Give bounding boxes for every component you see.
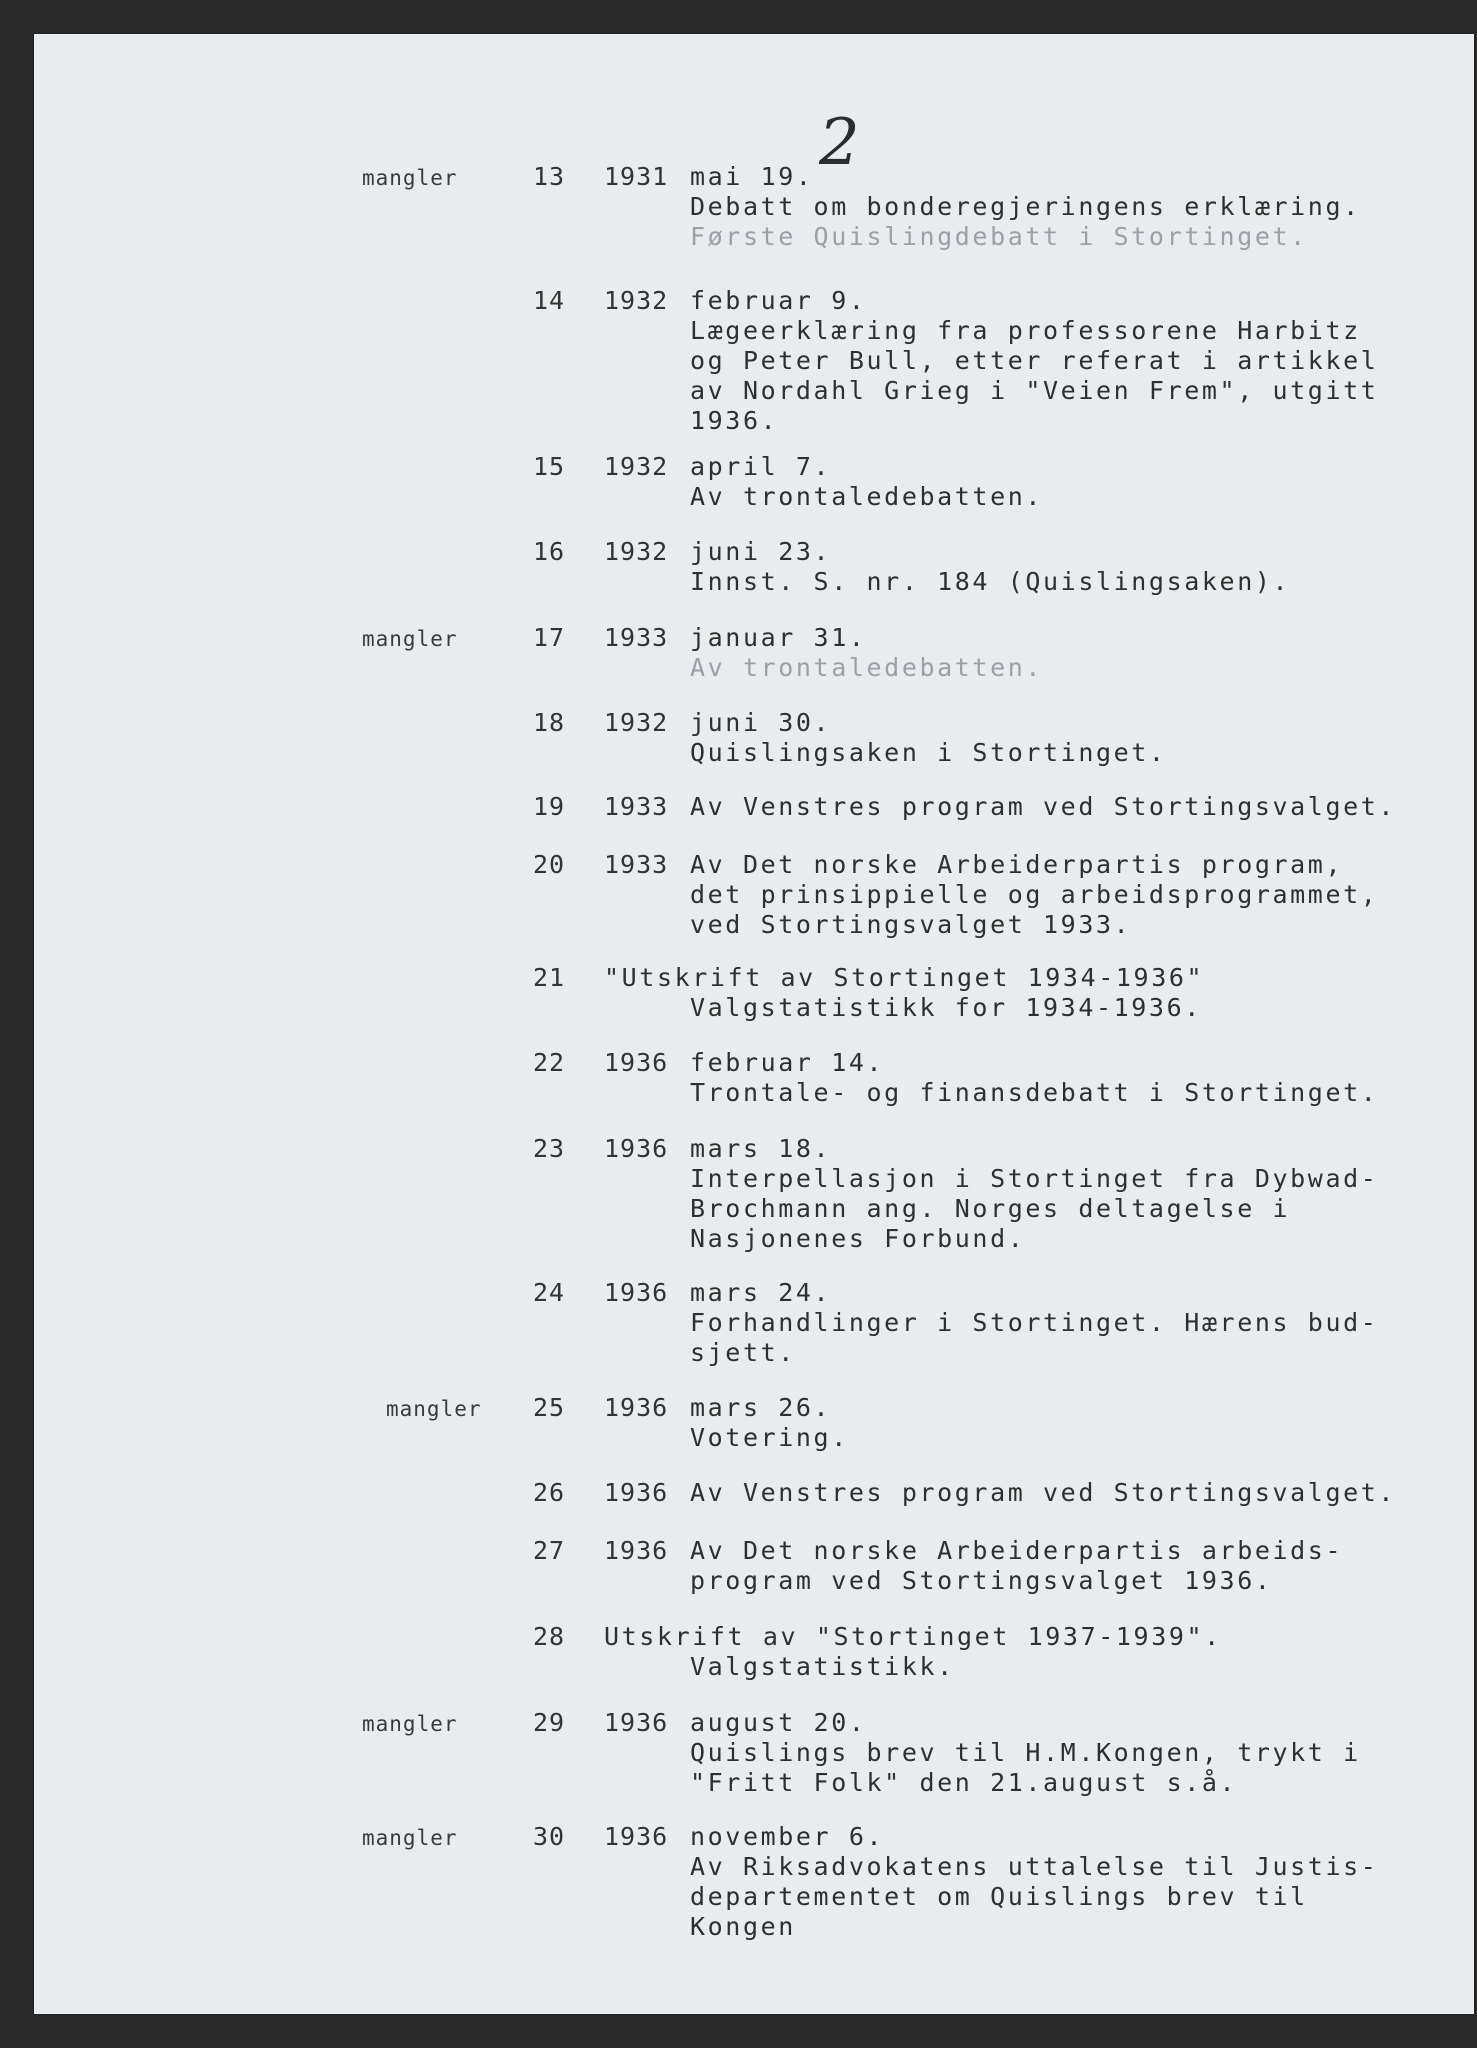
entry-year: 1933 — [604, 792, 669, 821]
entry-number: 26 — [533, 1478, 566, 1507]
entry-number: 22 — [533, 1048, 566, 1077]
entry-description: Quislingsaken i Stortinget. — [690, 738, 1167, 767]
entry-year: 1933 — [604, 850, 669, 879]
entry-heading: mars 24. — [690, 1278, 832, 1307]
entry-description: Votering. — [690, 1423, 849, 1452]
entry-number: 30 — [533, 1822, 566, 1851]
entry-heading: april 7. — [690, 452, 832, 481]
entry-faded-text: Av trontaledebatten. — [690, 653, 1044, 682]
missing-note: mangler — [362, 627, 458, 651]
entry-heading: januar 31. — [690, 623, 867, 652]
entry-number: 23 — [533, 1134, 566, 1163]
entry-heading: Av Venstres program ved Stortingsvalget. — [690, 792, 1397, 821]
missing-note: mangler — [386, 1397, 482, 1421]
entry-description: Av Riksadvokatens uttalelse til Justis- departementet om Quislings brev til Kongen — [690, 1852, 1379, 1941]
entry-number: 17 — [533, 623, 566, 652]
entry-year: 1933 — [604, 623, 669, 652]
entry-description: Trontale- og finansdebatt i Stortinget. — [690, 1078, 1379, 1107]
entry-heading: august 20. — [690, 1708, 867, 1737]
entry-faded-text: Første Quislingdebatt i Stortinget. — [690, 222, 1308, 251]
entry-year: 1932 — [604, 708, 669, 737]
entry-heading: Av Venstres program ved Stortingsvalget. — [690, 1478, 1397, 1507]
entry-heading: "Utskrift av Stortinget 1934-1936" — [604, 963, 1205, 992]
entry-year: 1932 — [604, 452, 669, 481]
entry-number: 14 — [533, 286, 566, 315]
entry-year: 1936 — [604, 1708, 669, 1737]
entry-year: 1936 — [604, 1278, 669, 1307]
entry-year: 1936 — [604, 1393, 669, 1422]
entry-description: Valgstatistikk. — [690, 1652, 955, 1681]
entry-number: 16 — [533, 537, 566, 566]
entry-year: 1936 — [604, 1134, 669, 1163]
entry-heading: mai 19. — [690, 162, 814, 191]
entry-number: 29 — [533, 1708, 566, 1737]
entry-number: 20 — [533, 850, 566, 879]
page-number: 2 — [819, 106, 860, 180]
entry-heading: november 6. — [690, 1822, 885, 1851]
entry-number: 13 — [533, 162, 566, 191]
entry-description: Valgstatistikk for 1934-1936. — [690, 993, 1202, 1022]
entry-description: Interpellasjon i Stortinget fra Dybwad- Brochmann ang. Norges deltagelse i Nasjonenes Forbund. — [690, 1164, 1379, 1253]
entry-heading: mars 26. — [690, 1393, 832, 1422]
missing-note: mangler — [362, 166, 458, 190]
entry-heading: februar 14. — [690, 1048, 885, 1077]
entry-year: 1936 — [604, 1536, 669, 1565]
entry-number: 24 — [533, 1278, 566, 1307]
entry-year: 1932 — [604, 537, 669, 566]
entry-description: Quislings brev til H.M.Kongen, trykt i "Fritt Folk" den 21.august s.å. — [690, 1738, 1361, 1797]
entry-description: Lægeerklæring fra professorene Harbitz og Peter Bull, etter referat i artikkel av Nordahl Grieg i "Veien Frem", utgitt 1936. — [690, 316, 1379, 435]
entry-year: 1936 — [604, 1048, 669, 1077]
missing-note: mangler — [362, 1712, 458, 1736]
entry-description: Debatt om bonderegjeringens erklæring. — [690, 192, 1361, 221]
entry-description: Forhandlinger i Stortinget. Hærens bud- sjett. — [690, 1308, 1379, 1367]
entry-number: 25 — [533, 1393, 566, 1422]
entry-heading: Av Det norske Arbeiderpartis arbeids- — [690, 1536, 1344, 1565]
entry-heading: mars 18. — [690, 1134, 832, 1163]
entry-heading: juni 30. — [690, 708, 832, 737]
entry-year: 1931 — [604, 162, 669, 191]
entry-year: 1932 — [604, 286, 669, 315]
entry-number: 21 — [533, 963, 566, 992]
entry-description: det prinsippielle og arbeidsprogrammet, ved Stortingsvalget 1933. — [690, 880, 1379, 939]
entry-heading: juni 23. — [690, 537, 832, 566]
entry-number: 28 — [533, 1622, 566, 1651]
entry-description: program ved Stortingsvalget 1936. — [690, 1566, 1273, 1595]
entry-year: 1936 — [604, 1822, 669, 1851]
entry-description: Av trontaledebatten. — [690, 482, 1044, 511]
entry-heading: Utskrift av "Stortinget 1937-1939". — [604, 1622, 1222, 1651]
entry-number: 15 — [533, 452, 566, 481]
entry-year: 1936 — [604, 1478, 669, 1507]
entry-number: 27 — [533, 1536, 566, 1565]
entry-description: Innst. S. nr. 184 (Quislingsaken). — [690, 567, 1291, 596]
entry-number: 19 — [533, 792, 566, 821]
entry-heading: Av Det norske Arbeiderpartis program, — [690, 850, 1344, 879]
entry-heading: februar 9. — [690, 286, 867, 315]
missing-note: mangler — [362, 1826, 458, 1850]
entry-number: 18 — [533, 708, 566, 737]
